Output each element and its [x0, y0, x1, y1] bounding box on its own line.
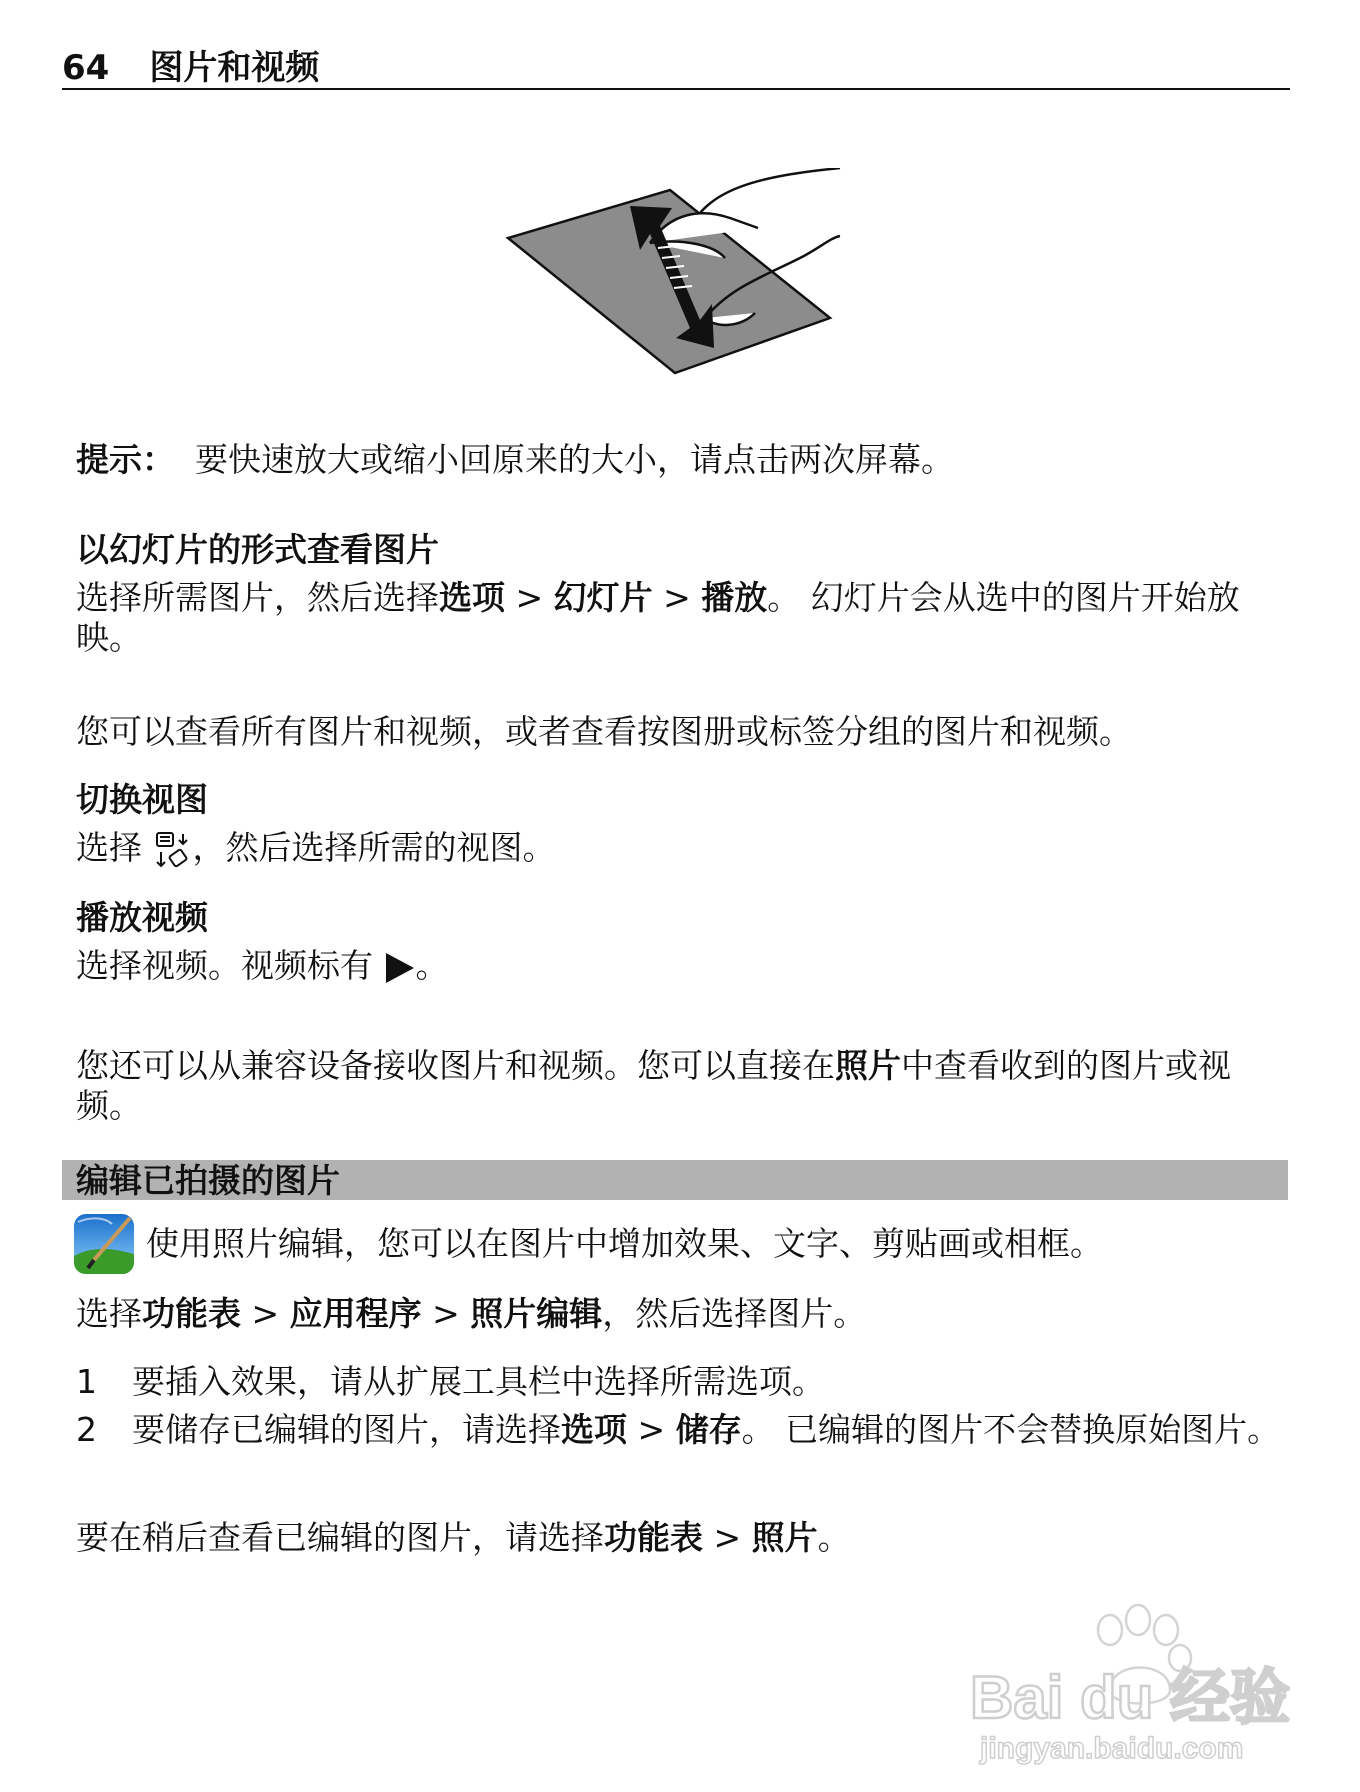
receive-paragraph — [76, 1046, 1286, 1126]
menu-option: 功能表 — [604, 1518, 703, 1557]
view-later-paragraph — [76, 1518, 1286, 1558]
menu-option: 功能表 — [142, 1294, 241, 1333]
app-name: 照片 — [751, 1518, 818, 1557]
menu-option: 选项 — [561, 1410, 627, 1449]
text-fragment: 选择 — [76, 1294, 142, 1333]
separator: > — [703, 1518, 752, 1557]
text-fragment: 。 幻灯片会从选中的图片开始放映。 — [76, 578, 1240, 657]
text-fragment: 。 — [817, 1518, 851, 1557]
page-header — [62, 46, 1290, 90]
play-icon — [384, 951, 416, 985]
text-fragment: 您还可以从兼容设备接收图片和视频。您可以直接在 — [76, 1046, 835, 1085]
watermark-brand: Bai du 经验 — [970, 1664, 1290, 1731]
step-number: 1 — [76, 1362, 97, 1401]
switch-view-icon — [153, 830, 193, 870]
app-name: 照片 — [835, 1046, 901, 1085]
tip-text: 要快速放大或缩小回原来的大小，请点击两次屏幕。 — [195, 440, 954, 479]
step-number: 2 — [76, 1410, 97, 1449]
text-fragment: 要在稍后查看已编辑的图片，请选择 — [76, 1518, 604, 1557]
separator: > — [241, 1294, 290, 1333]
slideshow-paragraph — [76, 578, 1286, 658]
photo-editor-app-icon — [72, 1212, 136, 1276]
watermark-url: jingyan.baidu.com — [980, 1732, 1244, 1765]
switch-view-heading: 切换视图 — [76, 780, 208, 819]
pinch-zoom-illustration — [500, 168, 850, 388]
view-all-paragraph: 您可以查看所有图片和视频，或者查看按图册或标签分组的图片和视频。 — [76, 712, 1132, 751]
menu-option: 照片编辑 — [470, 1294, 603, 1333]
text-fragment: 。 已编辑的图片不会替换原始图片。 — [741, 1410, 1281, 1449]
menu-option: 应用程序 — [289, 1294, 422, 1333]
baidu-watermark — [960, 1590, 1290, 1770]
step-text: 要插入效果，请从扩展工具栏中选择所需选项。 — [132, 1362, 825, 1401]
page-number: 64 — [62, 48, 110, 88]
edit-path-paragraph — [76, 1294, 1286, 1334]
tip-paragraph — [76, 440, 1286, 480]
text-fragment: ，然后选择图片。 — [602, 1294, 867, 1333]
menu-option: 储存 — [675, 1410, 742, 1449]
separator: > — [421, 1294, 471, 1333]
separator: > — [505, 578, 554, 617]
menu-option: 幻灯片 — [553, 578, 653, 617]
edit-intro-paragraph: 使用照片编辑，您可以在图片中增加效果、文字、剪贴画或相框。 — [146, 1224, 1103, 1263]
menu-option: 播放 — [701, 578, 768, 617]
step-text — [132, 1410, 1282, 1450]
separator: > — [652, 578, 702, 617]
text-fragment: 。 — [415, 946, 449, 985]
section-title-bar: 编辑已拍摄的图片 — [62, 1160, 1288, 1200]
text-fragment: 选择 — [76, 828, 153, 867]
text-fragment: ，然后选择所需的视图。 — [192, 828, 556, 867]
chapter-title: 图片和视频 — [149, 48, 320, 88]
play-video-paragraph — [76, 946, 1286, 986]
switch-view-paragraph — [76, 828, 1286, 870]
slideshow-heading: 以幻灯片的形式查看图片 — [76, 530, 439, 569]
tip-label: 提示： — [76, 440, 175, 479]
separator: > — [627, 1410, 676, 1449]
text-fragment: 选择视频。视频标有 — [76, 946, 384, 985]
menu-option: 选项 — [439, 578, 505, 617]
text-fragment: 选择所需图片，然后选择 — [76, 578, 439, 617]
text-fragment: 中查看收到的图片或视频。 — [76, 1046, 1231, 1125]
play-video-heading: 播放视频 — [76, 898, 208, 937]
text-fragment: 要储存已编辑的图片，请选择 — [132, 1410, 561, 1449]
